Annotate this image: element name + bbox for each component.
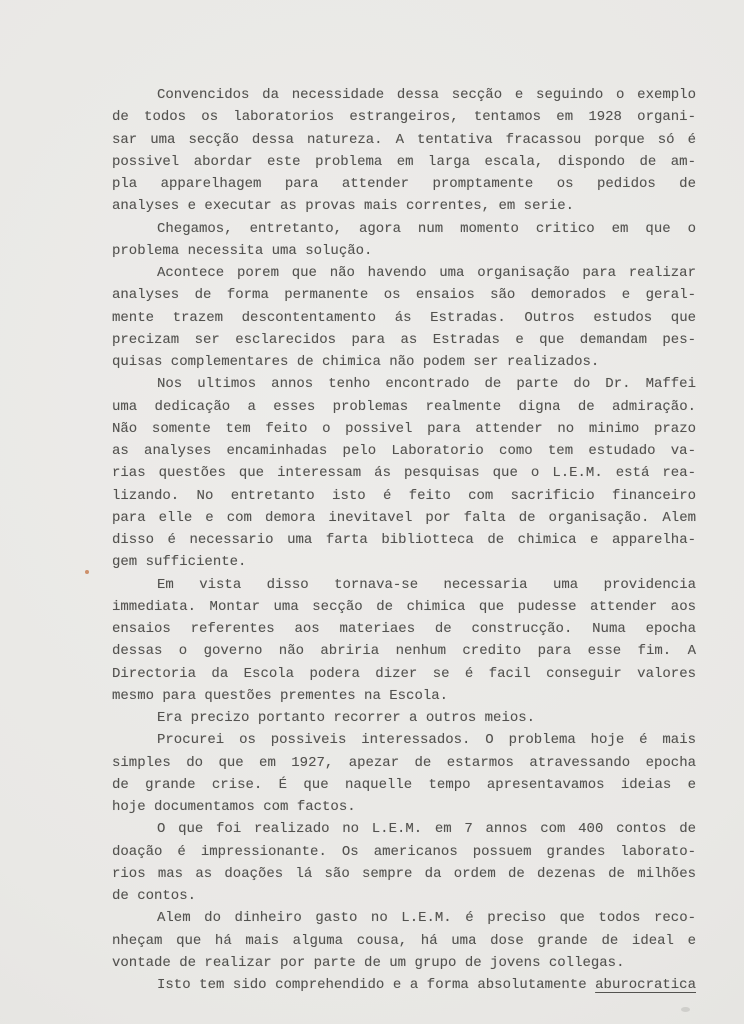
text-line [112, 418, 696, 440]
text-line-text: Chegamos, entretanto, agora num momento critico em que o [157, 220, 696, 237]
paragraph [112, 729, 696, 818]
text-line [112, 151, 696, 173]
text-line [112, 685, 696, 707]
text-line [112, 173, 696, 195]
text-line-text: Directoria da Escola podera dizer se é facil conseguir valores [112, 665, 696, 682]
text-line-text: ensaios referentes aos materiaes de construcção. Numa epocha [112, 621, 696, 637]
text-line [112, 774, 696, 796]
text-line [112, 974, 696, 996]
text-line [112, 218, 696, 240]
text-line-text: rias questões que interessam ás pesquisas que o L.E.M. está rea- [112, 465, 696, 482]
text-line-text: Convencidos da necessidade dessa secção e seguindo o exemplo [157, 87, 696, 103]
underlined-word: aburocratica [595, 977, 696, 993]
text-line-text: disso é necessario uma farta bibliotteca de chimica e apparelha- [112, 532, 696, 548]
text-line [112, 551, 696, 573]
text-line-text: Procurei os possiveis interessados. O problema hoje é mais [157, 732, 696, 749]
text-line-text: analyses e executar as provas mais correntes, em serie. [112, 198, 575, 215]
text-line [112, 262, 696, 284]
text-line [112, 818, 696, 840]
text-line-text: nheçam que há mais alguma cousa, há uma dose grande de ideal e [112, 932, 696, 949]
text-line-text: rios mas as doações lá são sempre da ordem de dezenas de milhões [112, 865, 696, 882]
text-line [112, 462, 696, 484]
document-text [112, 84, 696, 996]
text-line [112, 796, 696, 818]
text-line-text: para elle e com demora inevitavel por falta de organisação. Alem [112, 509, 696, 526]
text-line [112, 106, 696, 128]
text-line [112, 729, 696, 751]
text-line-text: immediata. Montar uma secção de chimica que pudesse attender aos [112, 598, 696, 615]
text-line [112, 640, 696, 662]
text-line-text: de todos os laboratorios estrangeiros, tentamos em 1928 organi- [112, 109, 696, 126]
text-line [112, 907, 696, 929]
text-line [112, 396, 696, 418]
text-line [112, 663, 696, 685]
text-line-text: lizando. No entretanto isto é feito com sacrificio financeiro [112, 487, 696, 504]
text-line-text: Era precizo portanto recorrer a outros meios. [157, 710, 536, 726]
text-line [112, 351, 696, 373]
text-line [112, 307, 696, 329]
text-line [112, 329, 696, 351]
text-line-text: as analyses encaminhadas pelo Laboratorio como tem estudado va- [112, 443, 696, 459]
text-line [112, 373, 696, 395]
text-line [112, 529, 696, 551]
text-line-text: analyses de forma permanente os ensaios são demorados e geral- [112, 287, 696, 304]
text-line [112, 596, 696, 618]
text-line [112, 707, 696, 729]
paragraph [112, 707, 696, 729]
paragraph [112, 373, 696, 573]
text-line-text: de grande crise. É que naquelle tempo apresentavamos ideias e [112, 776, 696, 793]
text-line [112, 752, 696, 774]
text-line-text: gem sufficiente. [112, 554, 247, 571]
text-line-text: uma dedicação a esses problemas realmente digna de admiração. [112, 398, 696, 415]
text-line-text: quisas complementares de chimica não podem ser realizados. [112, 354, 600, 370]
text-line [112, 84, 696, 106]
text-line-text: sar uma secção dessa natureza. A tentativa fracassou porque só é [112, 131, 696, 148]
text-line-text: dessas o governo não abriria nenhum credito para esse fim. A [112, 643, 696, 660]
paragraph [112, 218, 696, 263]
text-line [112, 930, 696, 952]
text-line-text: de contos. [112, 888, 197, 904]
text-line [112, 485, 696, 507]
text-line [112, 863, 696, 885]
paragraph [112, 907, 696, 974]
text-line [112, 284, 696, 306]
paragraph [112, 974, 696, 996]
text-line-text: simples do que em 1927, apezar de estarmos atravessando epocha [112, 754, 696, 771]
text-line-text: Acontece porem que não havendo uma organisação para realizar [157, 265, 696, 281]
paper-smudge [681, 1007, 690, 1012]
text-line-text: possivel abordar este problema em larga escala, dispondo de am- [112, 153, 696, 170]
paragraph [112, 574, 696, 708]
paper-speck-orange [85, 570, 89, 574]
text-line-text: mesmo para questões prementes na Escola. [112, 687, 449, 704]
paragraph [112, 84, 696, 218]
text-line [112, 440, 696, 462]
text-line-text: Em vista disso tornava-se necessaria uma providencia [157, 576, 696, 593]
text-line [112, 195, 696, 217]
text-line-text: doação é impressionante. Os americanos possuem grandes laborato- [112, 843, 696, 860]
text-line-text: O que foi realizado no L.E.M. em 7 annos com 400 contos de [157, 821, 696, 838]
paragraph [112, 262, 696, 373]
text-line [112, 507, 696, 529]
text-line-text: Isto tem sido comprehendido e a forma absolutamente [157, 977, 587, 993]
text-line-text: hoje documentamos com factos. [112, 799, 356, 815]
text-line-text: precizam ser esclarecidos para as Estradas e que demandam pes- [112, 331, 696, 348]
text-line-text: vontade de realizar por parte de um grupo de jovens collegas. [112, 954, 625, 971]
text-line [112, 885, 696, 907]
text-line-text: Alem do dinheiro gasto no L.E.M. é preciso que todos reco- [157, 910, 696, 927]
text-line-text: Nos ultimos annos tenho encontrado de parte do Dr. Maffei [157, 376, 696, 393]
text-line [112, 952, 696, 974]
text-line [112, 129, 696, 151]
text-line [112, 240, 696, 262]
text-line [112, 574, 696, 596]
text-line-text: Não somente tem feito o possivel para attender no minimo prazo [112, 420, 696, 437]
paragraph [112, 818, 696, 907]
text-line-text: mente trazem descontentamento ás Estradas. Outros estudos que [112, 309, 696, 326]
text-line [112, 618, 696, 640]
text-line [112, 841, 696, 863]
text-line-text: problema necessita uma solução. [112, 242, 373, 259]
text-line-text: pla apparelhagem para attender promptamente os pedidos de [112, 176, 696, 192]
